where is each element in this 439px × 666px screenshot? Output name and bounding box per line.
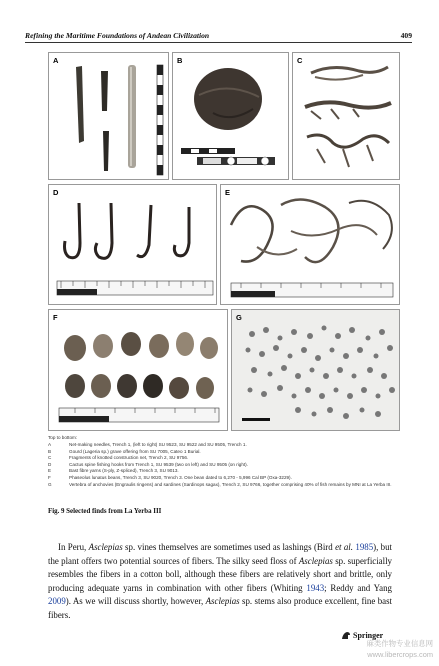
panel-label: D: [53, 188, 59, 197]
caption-row: [48, 442, 398, 449]
panel-label: E: [225, 188, 231, 197]
text-span: sp. superficially resembles the fibers in a cotton boll, although these fibers are relatively short and brittle, only producing adequate yarns in combination with other fibers (Whiting: [48, 555, 392, 593]
page-number: 409: [400, 31, 412, 40]
text-span: ), but the plant offers two potential sources of fibers. The silky seed floss of: [48, 542, 393, 566]
figure-9: [48, 52, 398, 429]
caption-text: Fragments of knotted construction net, Trench 2, SU 9756.: [69, 455, 189, 461]
running-header: [25, 31, 412, 43]
watermark-line: www.libercrops.com: [367, 650, 433, 659]
caption-key: B: [48, 448, 52, 454]
figure-caption: [48, 435, 398, 488]
caption-row: [48, 475, 398, 482]
gourd-photo: [173, 53, 288, 179]
watermark: [313, 638, 433, 660]
panel-g: [231, 309, 400, 431]
panel-label: B: [177, 56, 183, 65]
caption-key: D: [48, 461, 52, 467]
panel-c: [292, 52, 400, 180]
figure-title: Fig. 9 Selected finds from La Yerba III: [48, 508, 162, 515]
caption-key: C: [48, 455, 52, 461]
net-fragments-photo: [293, 53, 399, 179]
text-span: sp. stems also produce excellent, fine bast fibers.: [48, 596, 392, 620]
caption-text: Phaseolus lunatus beans, Trench 3, SU 9020, Trench 3. One bean dated to 6,270 - 5,996 Cal BP (Oxa-3229).: [69, 475, 292, 481]
panel-a: [48, 52, 169, 180]
panel-d: [48, 184, 217, 305]
caption-row: [48, 468, 398, 475]
caption-key: F: [48, 475, 51, 481]
caption-text: Gourd (Lageria sp.) grave offering from SU 7005, Cateo 1 Burial.: [69, 448, 201, 454]
et-al: et al.: [335, 542, 353, 552]
text-span: In Peru,: [58, 542, 89, 552]
caption-text: Bast fibre yarns (S-ply, Z-spliced), Trench 3, SU 9013.: [69, 468, 179, 474]
body-paragraph: [48, 541, 392, 622]
panel-e: [220, 184, 400, 305]
genus-name: Asclepias: [205, 596, 240, 606]
genus-name: Asclepias: [88, 542, 123, 552]
panel-label: G: [236, 313, 242, 322]
citation-link[interactable]: 1985: [355, 542, 374, 552]
caption-intro: Top to bottom:: [48, 435, 78, 440]
caption-key: E: [48, 468, 52, 474]
beans-photo: [49, 310, 227, 430]
caption-row: [48, 482, 398, 489]
genus-name: Asclepias: [298, 555, 333, 566]
caption-row: [48, 455, 398, 462]
text-span: ). As we will discuss shortly, however,: [65, 596, 206, 606]
citation-link[interactable]: 1943: [306, 582, 325, 593]
caption-text: Vertebra of anchovies (Engraulis ringens) and sardines (Sardinops sagax), Trench 2, SU 9766, together comprising 40% of fish remains by MNI at La Yerba III.: [69, 481, 392, 487]
needles-photo: [49, 53, 168, 179]
publisher-name: Springer: [353, 630, 384, 640]
fishing-hooks-photo: [49, 185, 216, 304]
panel-b: [172, 52, 289, 180]
header-rule: [25, 42, 412, 43]
caption-row: [48, 462, 398, 469]
citation-link[interactable]: 2009: [48, 596, 66, 606]
text-span: ; Reddy and Yang: [324, 582, 392, 593]
running-title: Refining the Maritime Foundations of Andean Civilization: [25, 31, 210, 40]
watermark-line: 麻类作物专业信息网: [366, 639, 433, 648]
caption-row: [48, 449, 398, 456]
caption-key: G: [48, 481, 52, 487]
caption-text: Net-making needles, Trench 1, (left to right) SU 9523, SU 9522 and SU 9505, Trench 1.: [69, 442, 247, 448]
panel-label: F: [53, 313, 58, 322]
panel-label: C: [297, 56, 303, 65]
panel-label: A: [53, 56, 59, 65]
panel-f: [48, 309, 228, 431]
caption-key: A: [48, 442, 52, 448]
fish-vertebrae-photo: [232, 310, 399, 430]
bast-yarns-photo: [221, 185, 399, 304]
text-span: sp. vines themselves are sometimes used as lashings (Bird: [122, 542, 336, 552]
caption-text: Cactus spine fishing hooks from Trench 1, SU 9539 (two on left) and SU 9505 (on right).: [69, 461, 248, 467]
